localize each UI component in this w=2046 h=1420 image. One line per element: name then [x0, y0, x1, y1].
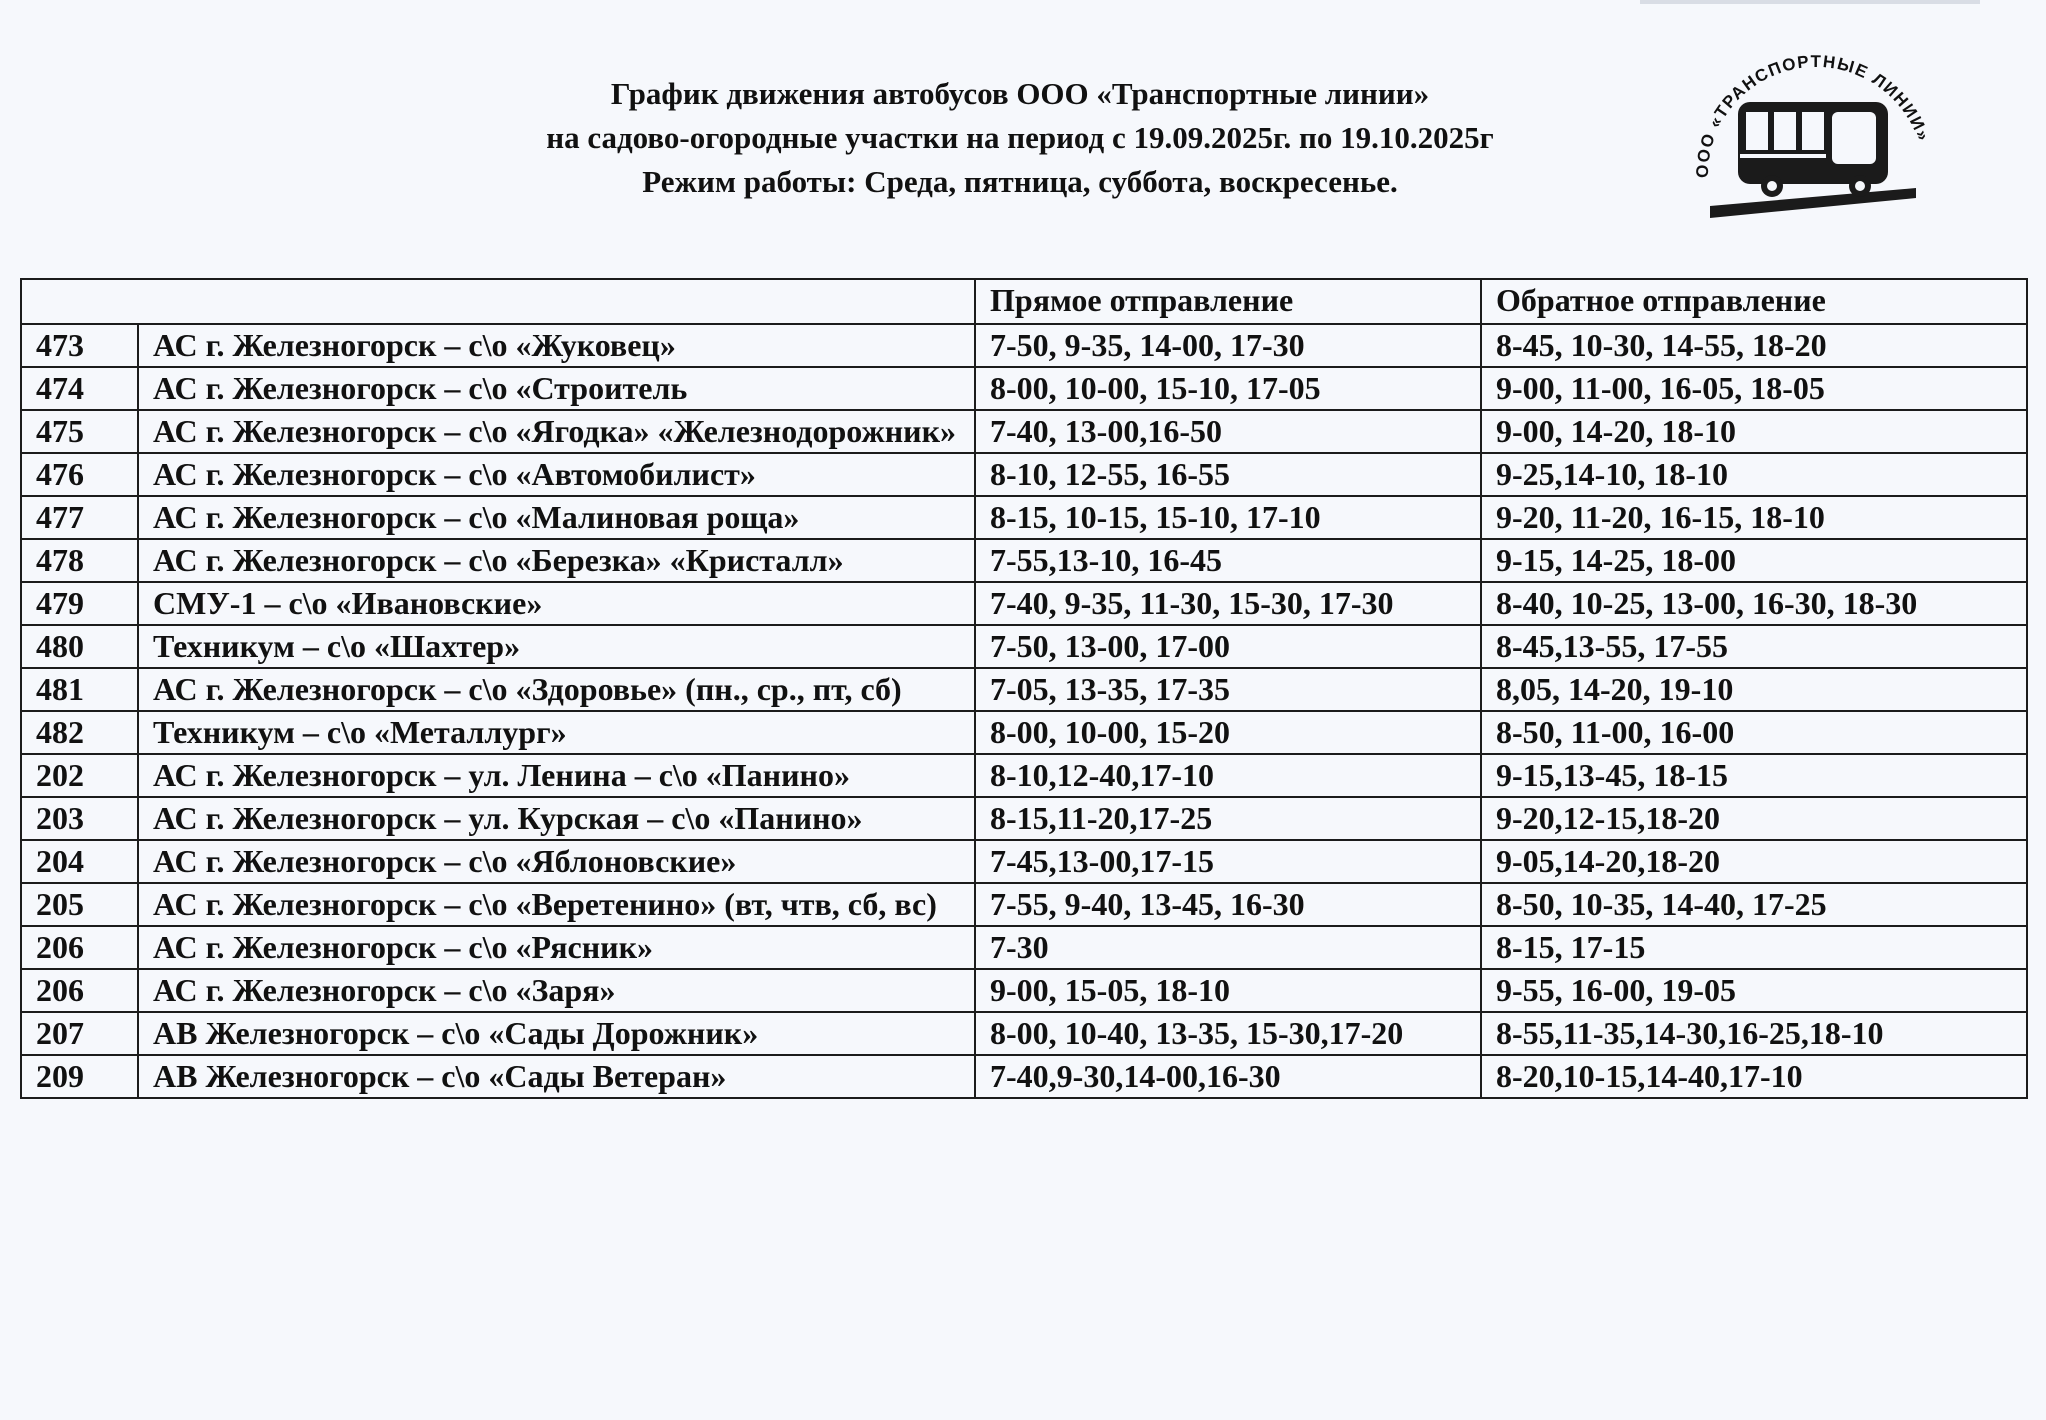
route-number: 474 — [21, 367, 138, 410]
route-name: АС г. Железногорск – ул. Ленина – с\о «Панино» — [138, 754, 975, 797]
return-times: 8-40, 10-25, 13-00, 16-30, 18-30 — [1481, 582, 2027, 625]
forward-times: 8-00, 10-00, 15-10, 17-05 — [975, 367, 1481, 410]
table-row — [21, 410, 2027, 453]
return-times: 9-20, 11-20, 16-15, 18-10 — [1481, 496, 2027, 539]
route-name: АС г. Железногорск – с\о «Березка» «Кристалл» — [138, 539, 975, 582]
route-number: 207 — [21, 1012, 138, 1055]
forward-times: 7-40, 13-00,16-50 — [975, 410, 1481, 453]
table-header-row — [21, 279, 2027, 324]
table-row — [21, 324, 2027, 367]
route-name: АС г. Железногорск – с\о «Веретенино» (вт, чтв, сб, вс) — [138, 883, 975, 926]
table-row — [21, 840, 2027, 883]
table-row — [21, 969, 2027, 1012]
return-times: 8-50, 11-00, 16-00 — [1481, 711, 2027, 754]
schedule-label: Режим работы — [642, 164, 847, 199]
route-name: АС г. Железногорск – ул. Курская – с\о «Панино» — [138, 797, 975, 840]
forward-times: 8-10,12-40,17-10 — [975, 754, 1481, 797]
route-number: 205 — [21, 883, 138, 926]
header-line-3 — [380, 160, 1660, 204]
table-row — [21, 625, 2027, 668]
route-number: 481 — [21, 668, 138, 711]
forward-times: 7-55, 9-40, 13-45, 16-30 — [975, 883, 1481, 926]
return-times: 9-25,14-10, 18-10 — [1481, 453, 2027, 496]
route-number: 209 — [21, 1055, 138, 1098]
table-row — [21, 711, 2027, 754]
forward-times: 8-00, 10-40, 13-35, 15-30,17-20 — [975, 1012, 1481, 1055]
table-row — [21, 367, 2027, 410]
return-times: 9-55, 16-00, 19-05 — [1481, 969, 2027, 1012]
return-times: 8-15, 17-15 — [1481, 926, 2027, 969]
top-edge-strip — [1640, 0, 1980, 4]
return-times: 8-45,13-55, 17-55 — [1481, 625, 2027, 668]
route-name: АС г. Железногорск – с\о «Заря» — [138, 969, 975, 1012]
forward-times: 7-50, 9-35, 14-00, 17-30 — [975, 324, 1481, 367]
route-number: 473 — [21, 324, 138, 367]
route-number: 480 — [21, 625, 138, 668]
header-line-1: График движения автобусов ООО «Транспортные линии» — [610, 76, 1430, 111]
forward-times: 8-15, 10-15, 15-10, 17-10 — [975, 496, 1481, 539]
route-name: АС г. Железногорск – с\о «Рясник» — [138, 926, 975, 969]
route-number: 204 — [21, 840, 138, 883]
bus-schedule-table — [20, 278, 2028, 1099]
forward-times: 7-50, 13-00, 17-00 — [975, 625, 1481, 668]
document-header — [380, 72, 1660, 204]
forward-times: 8-10, 12-55, 16-55 — [975, 453, 1481, 496]
schedule-body — [21, 324, 2027, 1098]
forward-times: 7-05, 13-35, 17-35 — [975, 668, 1481, 711]
bus-icon — [1680, 28, 1940, 228]
route-name: СМУ-1 – с\о «Ивановские» — [138, 582, 975, 625]
return-times: 8-20,10-15,14-40,17-10 — [1481, 1055, 2027, 1098]
forward-times: 7-55,13-10, 16-45 — [975, 539, 1481, 582]
route-name: АС г. Железногорск – с\о «Малиновая роща» — [138, 496, 975, 539]
route-number: 475 — [21, 410, 138, 453]
forward-times: 7-40,9-30,14-00,16-30 — [975, 1055, 1481, 1098]
route-name: АВ Железногорск – с\о «Сады Дорожник» — [138, 1012, 975, 1055]
route-number: 206 — [21, 969, 138, 1012]
company-logo — [1680, 28, 1940, 228]
table-row — [21, 1055, 2027, 1098]
forward-times: 9-00, 15-05, 18-10 — [975, 969, 1481, 1012]
forward-times: 8-15,11-20,17-25 — [975, 797, 1481, 840]
route-name: АВ Железногорск – с\о «Сады Ветеран» — [138, 1055, 975, 1098]
route-name: АС г. Железногорск – с\о «Автомобилист» — [138, 453, 975, 496]
table-row — [21, 453, 2027, 496]
table-row — [21, 1012, 2027, 1055]
header-line-2: на садово-огородные участки на период с 19.09.2025г. по 19.10.2025г — [546, 120, 1494, 155]
route-number: 476 — [21, 453, 138, 496]
route-number: 478 — [21, 539, 138, 582]
table-row — [21, 883, 2027, 926]
route-number: 479 — [21, 582, 138, 625]
return-times: 9-20,12-15,18-20 — [1481, 797, 2027, 840]
return-times: 9-00, 14-20, 18-10 — [1481, 410, 2027, 453]
return-times: 9-15, 14-25, 18-00 — [1481, 539, 2027, 582]
return-times: 8-50, 10-35, 14-40, 17-25 — [1481, 883, 2027, 926]
header-forward-departure: Прямое отправление — [975, 279, 1481, 324]
table-row — [21, 797, 2027, 840]
header-return-departure: Обратное отправление — [1481, 279, 2027, 324]
route-number: 477 — [21, 496, 138, 539]
table-row — [21, 539, 2027, 582]
table-row — [21, 754, 2027, 797]
route-name: Техникум – с\о «Шахтер» — [138, 625, 975, 668]
route-number: 482 — [21, 711, 138, 754]
return-times: 9-05,14-20,18-20 — [1481, 840, 2027, 883]
logo-text: ООО «ТРАНСПОРТНЫЕ ЛИНИИ» — [1692, 51, 1934, 179]
route-number: 202 — [21, 754, 138, 797]
forward-times: 7-45,13-00,17-15 — [975, 840, 1481, 883]
return-times: 9-15,13-45, 18-15 — [1481, 754, 2027, 797]
header-empty-cell — [21, 279, 975, 324]
route-number: 206 — [21, 926, 138, 969]
forward-times: 8-00, 10-00, 15-20 — [975, 711, 1481, 754]
table-row — [21, 926, 2027, 969]
route-name: АС г. Железногорск – с\о «Ягодка» «Железнодорожник» — [138, 410, 975, 453]
route-name: Техникум – с\о «Металлург» — [138, 711, 975, 754]
schedule-days: : Среда, пятница, суббота, воскресенье. — [846, 164, 1398, 199]
return-times: 8-55,11-35,14-30,16-25,18-10 — [1481, 1012, 2027, 1055]
table-row — [21, 582, 2027, 625]
route-name: АС г. Железногорск – с\о «Жуковец» — [138, 324, 975, 367]
route-number: 203 — [21, 797, 138, 840]
table-row — [21, 496, 2027, 539]
return-times: 8-45, 10-30, 14-55, 18-20 — [1481, 324, 2027, 367]
table-row — [21, 668, 2027, 711]
route-name: АС г. Железногорск – с\о «Яблоновские» — [138, 840, 975, 883]
route-name: АС г. Железногорск – с\о «Здоровье» (пн., ср., пт, сб) — [138, 668, 975, 711]
route-name: АС г. Железногорск – с\о «Строитель — [138, 367, 975, 410]
forward-times: 7-40, 9-35, 11-30, 15-30, 17-30 — [975, 582, 1481, 625]
forward-times: 7-30 — [975, 926, 1481, 969]
return-times: 9-00, 11-00, 16-05, 18-05 — [1481, 367, 2027, 410]
return-times: 8,05, 14-20, 19-10 — [1481, 668, 2027, 711]
